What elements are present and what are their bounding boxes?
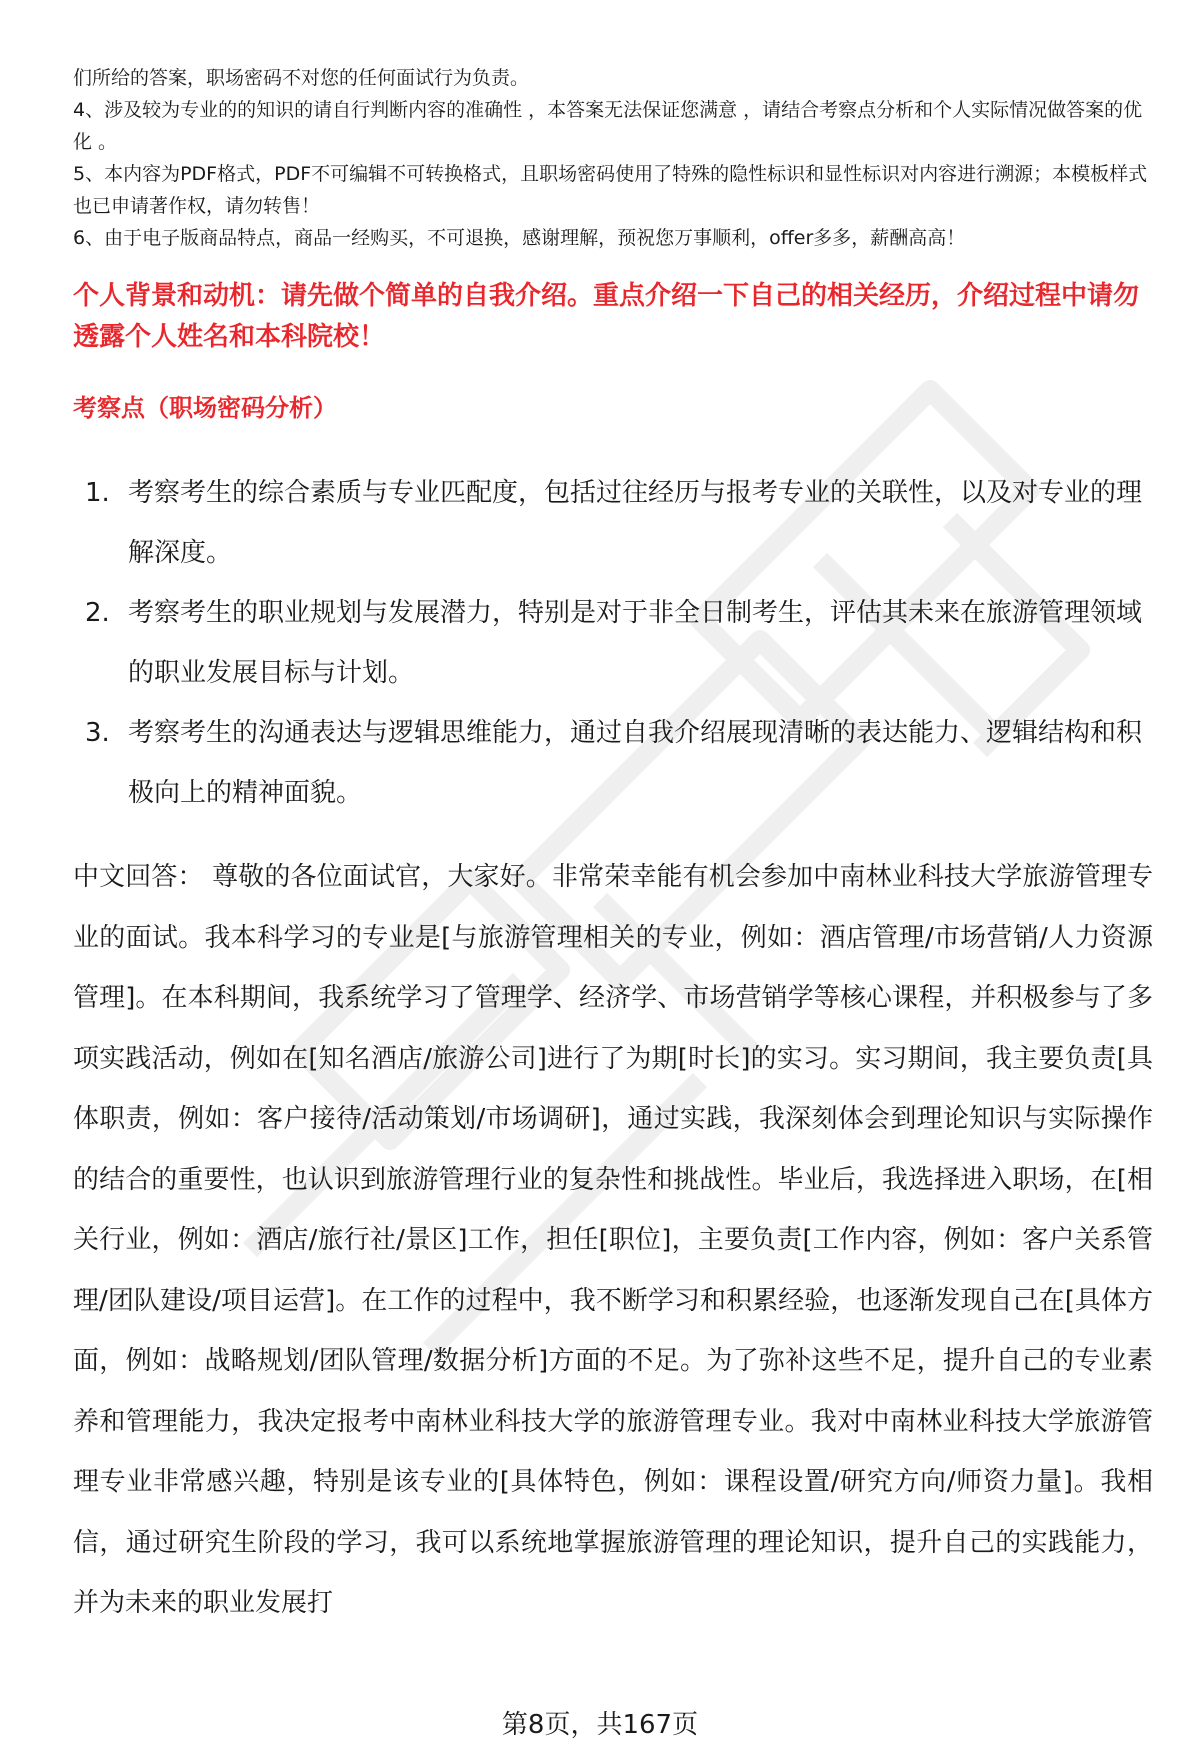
list-item-number: 2. <box>85 598 110 628</box>
interview-question: 个人背景和动机：请先做个简单的自我介绍。重点介绍一下自己的相关经历，介绍过程中请勿透露个人姓名和本科院校！ <box>73 281 1140 352</box>
list-item-number: 1. <box>85 478 110 508</box>
page-number: 第8页，共167页 <box>501 1710 699 1740</box>
list-item <box>73 463 1153 583</box>
disclaimer-notes <box>73 62 1153 254</box>
note-line: 5、本内容为PDF格式，PDF不可编辑不可转换格式，且职场密码使用了特殊的隐性标识和显性标识对内容进行溯源；本模板样式也已申请著作权，请勿转售！ <box>73 163 1148 217</box>
note-line: 们所给的答案，职场密码不对您的任何面试行为负责。 <box>73 67 530 89</box>
list-item <box>73 703 1153 823</box>
note-line: 6、由于电子版商品特点，商品一经购买，不可退换，感谢理解，预祝您万事顺利，offer多多，薪酬高高！ <box>73 227 966 249</box>
note-line: 4、涉及较为专业的的知识的请自行判断内容的准确性 ，本答案无法保证您满意 ，请结合考察点分析和个人实际情况做答案的优化 。 <box>73 99 1143 153</box>
list-item-text: 考察考生的沟通表达与逻辑思维能力，通过自我介绍展现清晰的表达能力、逻辑结构和积极向上的精神面貌。 <box>128 718 1143 808</box>
list-item-text: 考察考生的职业规划与发展潜力，特别是对于非全日制考生，评估其未来在旅游管理领域的职业发展目标与计划。 <box>128 598 1143 688</box>
answer-paragraph: 中文回答： 尊敬的各位面试官，大家好。非常荣幸能有机会参加中南林业科技大学旅游管理专业的面试。我本科学习的专业是[与旅游管理相关的专业，例如：酒店管理/市场营销/人力资源管理]。在本科期间，我系统学习了管理学、经济学、市场营销学等核心课程，并积极参与了多项实践活动，例如在[知名酒店/旅游公司]进行了为期[时长]的实习。实习期间，我主要负责[具体职责，例如：客户接待/活动策划/市场调研]，通过实践，我深刻体会到理论知识与实际操作的结合的重要性，也认识到旅游管理行业的复杂性和挑战性。毕业后，我选择进入职场，在[相关行业，例如：酒店/旅行社/景区]工作，担任[职位]，主要负责[工作内容，例如：客户关系管理/团队建设/项目运营]。在工作的过程中，我不断学习和积累经验，也逐渐发现自己在[具体方面，例如：战略规划/团队管理/数据分析]方面的不足。为了弥补这些不足，提升自己的专业素养和管理能力，我决定报考中南林业科技大学的旅游管理专业。我对中南林业科技大学旅游管理专业非常感兴趣，特别是该专业的[具体特色，例如：课程设置/研究方向/师资力量]。我相信，通过研究生阶段的学习，我可以系统地掌握旅游管理的理论知识，提升自己的实践能力，并为未来的职业发展打 <box>73 862 1153 1618</box>
list-item <box>73 583 1153 703</box>
list-item-text: 考察考生的综合素质与专业匹配度，包括过往经历与报考专业的关联性，以及对专业的理解深度。 <box>128 478 1143 568</box>
list-item-number: 3. <box>85 718 110 748</box>
analysis-points <box>73 463 1153 823</box>
analysis-heading: 考察点（职场密码分析） <box>73 394 337 422</box>
